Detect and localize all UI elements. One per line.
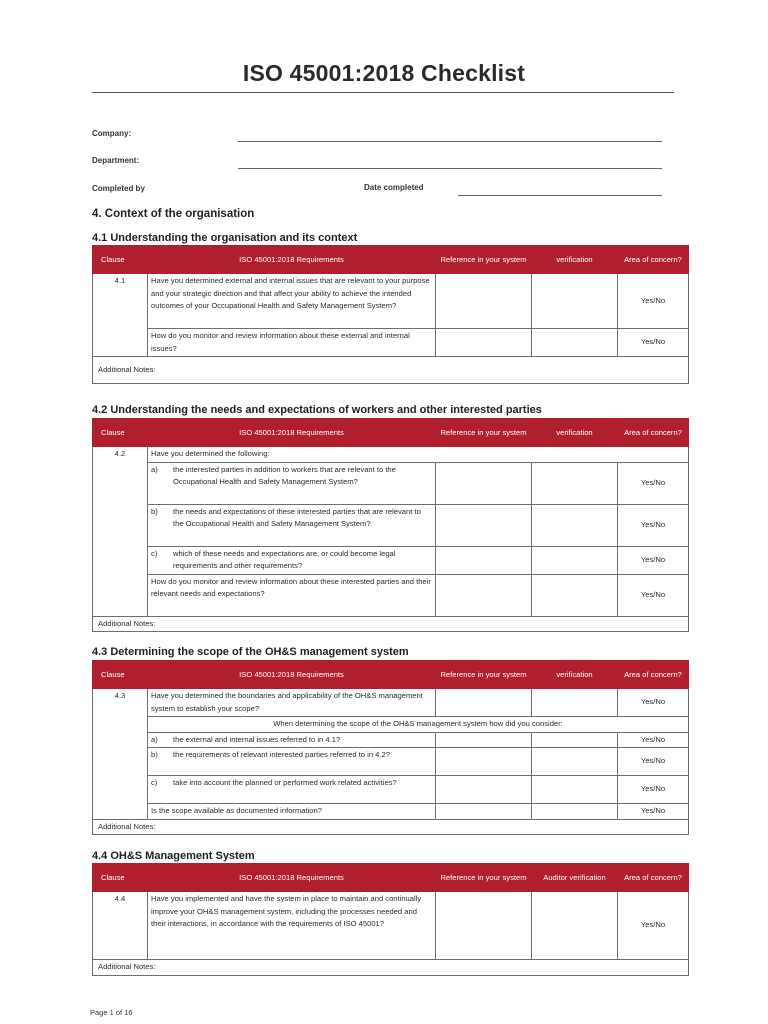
company-field[interactable] <box>238 141 662 142</box>
notes-row <box>93 357 689 384</box>
table-row <box>93 504 689 546</box>
requirement-text: the interested parties in addition to workers that are relevant to the Occupational Health and Safety Management System? <box>173 464 396 486</box>
verification-cell[interactable] <box>532 546 618 574</box>
section-4-heading: 4. Context of the organisation <box>92 208 255 220</box>
clause-number: 4.3 <box>93 689 148 820</box>
auditor-verification-header: Auditor verification <box>532 864 618 892</box>
yes-no-answer[interactable]: Yes/No <box>618 804 689 820</box>
table-row <box>93 717 689 733</box>
verification-header: verification <box>532 419 618 447</box>
yes-no-answer[interactable]: Yes/No <box>618 748 689 776</box>
item-letter: b) <box>151 506 158 516</box>
verification-cell[interactable] <box>532 462 618 504</box>
requirements-header: ISO 45001:2018 Requirements <box>148 419 436 447</box>
yes-no-answer[interactable]: Yes/No <box>618 546 689 574</box>
notes-row <box>93 819 689 835</box>
requirement-text: Is the scope available as documented information? <box>148 804 436 820</box>
area-of-concern-header: Area of concern? <box>618 661 689 689</box>
reference-cell[interactable] <box>436 329 532 357</box>
reference-cell[interactable] <box>436 689 532 717</box>
table-row <box>93 329 689 357</box>
checklist-table-4-4 <box>92 863 689 976</box>
company-label: Company: <box>92 129 132 138</box>
section-4-1-heading: 4.1 Understanding the organisation and its context <box>92 232 358 244</box>
table-row <box>93 776 689 804</box>
additional-notes[interactable]: Additional Notes: <box>93 357 689 384</box>
table-row <box>93 574 689 616</box>
clause-header: Clause <box>93 864 148 892</box>
completed-by-label: Completed by <box>92 184 145 193</box>
area-of-concern-header: Area of concern? <box>618 419 689 447</box>
date-completed-field[interactable] <box>458 195 662 196</box>
item-letter: c) <box>151 548 158 558</box>
title-divider <box>92 92 674 93</box>
additional-notes[interactable]: Additional Notes: <box>93 960 689 976</box>
requirements-header: ISO 45001:2018 Requirements <box>148 661 436 689</box>
table-row <box>93 892 689 960</box>
requirement-text: Have you determined external and internal issues that are relevant to your purpose and your strategic direction and that affect your ability to achieve the intended outcomes of your Occupational Health and Safety Management System? <box>148 274 436 329</box>
reference-cell[interactable] <box>436 776 532 804</box>
reference-cell[interactable] <box>436 574 532 616</box>
clause-header: Clause <box>93 246 148 274</box>
reference-cell[interactable] <box>436 892 532 960</box>
table-row <box>93 447 689 463</box>
verification-cell[interactable] <box>532 574 618 616</box>
yes-no-answer[interactable]: Yes/No <box>618 274 689 329</box>
clause-header: Clause <box>93 661 148 689</box>
requirement-item <box>148 732 436 748</box>
requirement-intro-text: When determining the scope of the OH&S management system how did you consider: <box>273 719 563 728</box>
reference-cell[interactable] <box>436 732 532 748</box>
table-row <box>93 546 689 574</box>
section-4-3-heading: 4.3 Determining the scope of the OH&S management system <box>92 646 409 658</box>
requirements-header: ISO 45001:2018 Requirements <box>148 246 436 274</box>
requirement-text: take into account the planned or performed work related activities? <box>173 778 397 787</box>
checklist-table-4-1 <box>92 245 689 384</box>
page-number: Page 1 of 16 <box>90 1008 133 1017</box>
requirement-text: Have you implemented and have the system in place to maintain and continually improve your OH&S management system, including the processes needed and their interactions, in accordance with the requirements of ISO 45001? <box>148 892 436 960</box>
item-letter: b) <box>151 750 158 759</box>
yes-no-answer[interactable]: Yes/No <box>618 504 689 546</box>
requirement-text: which of these needs and expectations are, or could become legal requirements and other requirements? <box>173 548 396 570</box>
clause-number: 4.2 <box>93 447 148 617</box>
reference-cell[interactable] <box>436 748 532 776</box>
verification-cell[interactable] <box>532 748 618 776</box>
yes-no-answer[interactable]: Yes/No <box>618 462 689 504</box>
requirement-text: Have you determined the boundaries and applicability of the OH&S management system to establish your scope? <box>148 689 436 717</box>
yes-no-answer[interactable]: Yes/No <box>618 892 689 960</box>
additional-notes[interactable]: Additional Notes: <box>93 819 689 835</box>
requirement-item <box>148 504 436 546</box>
verification-cell[interactable] <box>532 776 618 804</box>
area-of-concern-header: Area of concern? <box>618 246 689 274</box>
requirement-item <box>148 546 436 574</box>
verification-cell[interactable] <box>532 892 618 960</box>
reference-cell[interactable] <box>436 546 532 574</box>
yes-no-answer[interactable]: Yes/No <box>618 329 689 357</box>
checklist-table-4-3 <box>92 660 689 835</box>
department-field[interactable] <box>238 168 662 169</box>
reference-header: Reference in your system <box>436 864 532 892</box>
clause-number: 4.1 <box>93 274 148 357</box>
reference-header: Reference in your system <box>436 661 532 689</box>
verification-header: verification <box>532 661 618 689</box>
table-row <box>93 689 689 717</box>
yes-no-answer[interactable]: Yes/No <box>618 574 689 616</box>
notes-row <box>93 960 689 976</box>
requirement-item <box>148 462 436 504</box>
requirement-text: How do you monitor and review information about these external and internal issues? <box>148 329 436 357</box>
reference-cell[interactable] <box>436 462 532 504</box>
date-completed-label: Date completed <box>364 183 424 192</box>
table-row <box>93 462 689 504</box>
item-letter: c) <box>151 778 158 787</box>
requirement-text: the external and internal issues referred to in 4.1? <box>173 734 341 744</box>
reference-header: Reference in your system <box>436 246 532 274</box>
requirement-intro: Have you determined the following: <box>148 447 689 463</box>
requirement-text: How do you monitor and review information about these interested parties and their relevant needs and expectations? <box>148 574 436 616</box>
item-letter: a) <box>151 464 158 474</box>
checklist-table-4-2 <box>92 418 689 632</box>
yes-no-answer[interactable]: Yes/No <box>618 732 689 748</box>
area-of-concern-header: Area of concern? <box>618 864 689 892</box>
table-row <box>93 748 689 776</box>
table-row <box>93 732 689 748</box>
clause-number: 4.4 <box>93 892 148 960</box>
department-label: Department: <box>92 156 140 165</box>
yes-no-answer[interactable]: Yes/No <box>618 776 689 804</box>
page-title: ISO 45001:2018 Checklist <box>242 60 526 86</box>
verification-cell[interactable] <box>532 274 618 329</box>
requirement-item <box>148 748 436 776</box>
verification-cell[interactable] <box>532 732 618 748</box>
table-row <box>93 274 689 329</box>
verification-cell[interactable] <box>532 329 618 357</box>
verification-cell[interactable] <box>532 504 618 546</box>
clause-header: Clause <box>93 419 148 447</box>
requirement-text: the needs and expectations of these interested parties that are relevant to the Occupational Health and Safety Management System? <box>173 506 421 528</box>
reference-cell[interactable] <box>436 274 532 329</box>
verification-cell[interactable] <box>532 689 618 717</box>
requirement-text: the requirements of relevant interested parties referred to in 4.2? <box>173 750 390 759</box>
item-letter: a) <box>151 734 158 744</box>
reference-cell[interactable] <box>436 804 532 820</box>
requirement-intro <box>148 717 689 733</box>
verification-cell[interactable] <box>532 804 618 820</box>
table-row <box>93 804 689 820</box>
additional-notes[interactable]: Additional Notes: <box>93 616 689 632</box>
section-4-2-heading: 4.2 Understanding the needs and expectations of workers and other interested parties <box>92 404 542 416</box>
reference-header: Reference in your system <box>436 419 532 447</box>
yes-no-answer[interactable]: Yes/No <box>618 689 689 717</box>
requirements-header: ISO 45001:2018 Requirements <box>148 864 436 892</box>
reference-cell[interactable] <box>436 504 532 546</box>
section-4-4-heading: 4.4 OH&S Management System <box>92 850 255 862</box>
requirement-item <box>148 776 436 804</box>
verification-header: verification <box>532 246 618 274</box>
notes-row <box>93 616 689 632</box>
